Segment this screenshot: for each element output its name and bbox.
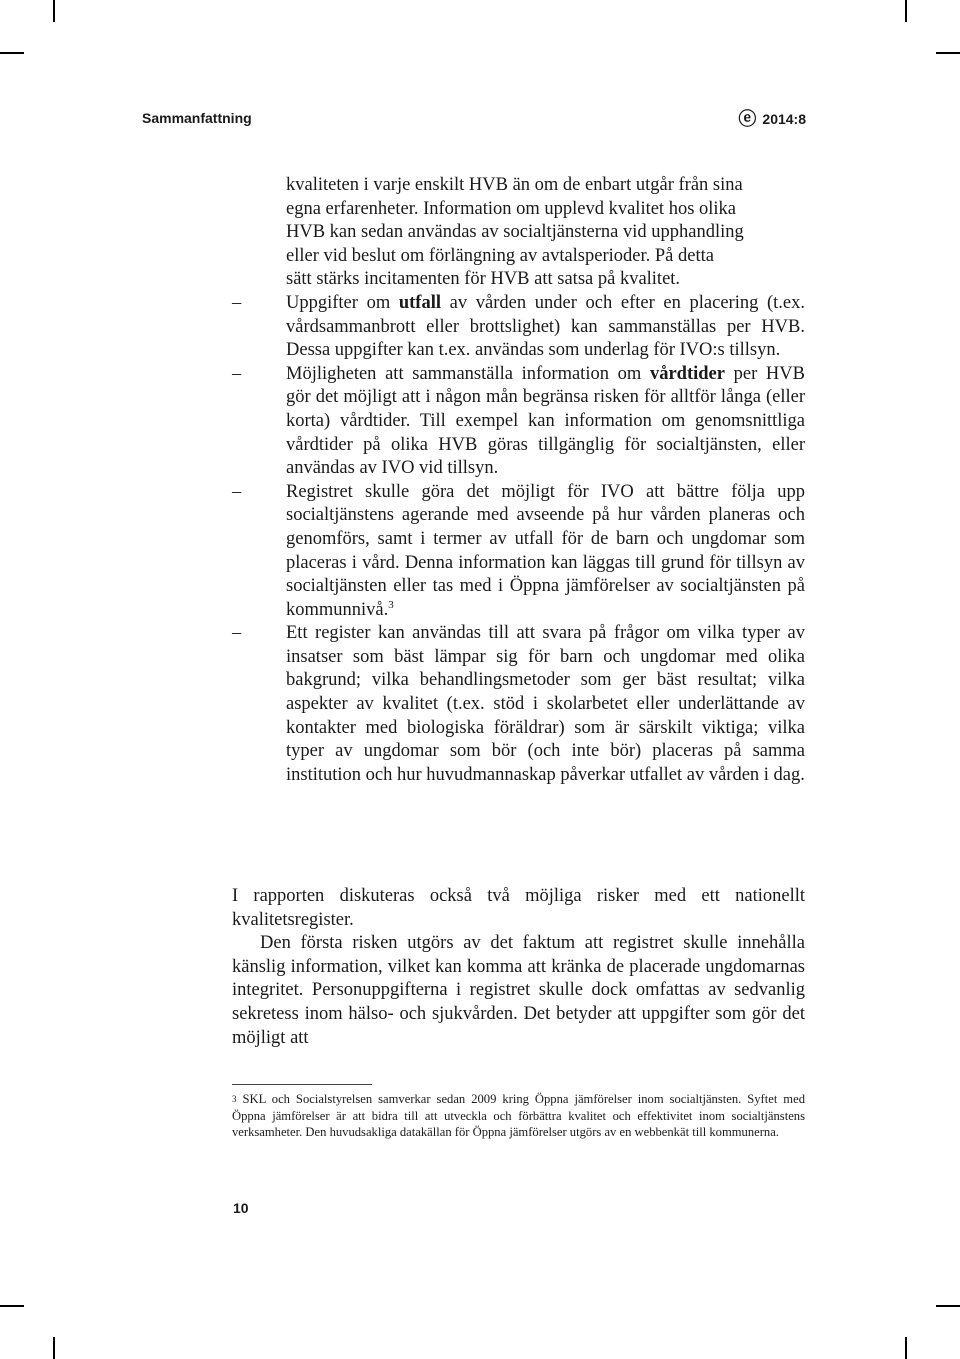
footnote-divider bbox=[232, 1084, 372, 1085]
continuation-line: HVB kan sedan användas av socialtjänsterna vid upphandling bbox=[286, 222, 744, 243]
crop-mark-top-right bbox=[905, 0, 907, 22]
footnote-mark: 3 bbox=[232, 1094, 237, 1104]
bullet-list bbox=[232, 174, 805, 787]
report-id bbox=[738, 110, 806, 128]
list-item-text: Uppgifter om bbox=[286, 292, 399, 313]
continuation-line: egna erfarenheter. Information om upplevd kvalitet hos olika bbox=[286, 198, 737, 219]
list-item-text: Ett register kan användas till att svara på frågor om vilka typer av insatser som bäst lämpar sig för barn och ungdomar med olika bakgrund; vilka behandlingsmetoder som ger bäst resultat; vilka aspekter av kvalitet (t.ex. stöd i skolarbetet eller underlättande av kontakter med biologiska föräldrar) som är särskilt viktiga; vilka typer av ungdomar som bör (och inte bör) placeras på samma institution och hur huvudmannaskap påverkar utfallet av vården i dag. bbox=[286, 623, 805, 785]
list-item-text: per HVB gör det möjligt att i någon mån begränsa risken för alltför långa (eller korta) vårdtider. Till exempel kan information om genomsnittliga vårdtider på olika HVB göras tillgänglig för socialtjänsten, eller användas av IVO vid tillsyn. bbox=[286, 363, 805, 479]
list-item-register bbox=[232, 622, 805, 787]
crop-mark-top-left bbox=[53, 0, 55, 22]
crop-mark-top-right-h bbox=[936, 52, 960, 54]
dash-marker: – bbox=[232, 481, 242, 502]
footnote bbox=[232, 1091, 805, 1141]
list-item-continuation bbox=[232, 174, 805, 292]
list-item-text: Registret skulle göra det möjligt för IVO att bättre följa upp socialtjänstens agerande med avseende på hur vården planeras och genomförs, samt i termer av utfall för de barn och ungdomar som placeras i vård. Denna information kan läggas till grund för tillsyn av socialtjänsten eller tas med i Öppna jämförelser av socialtjänsten på kommunnivå. bbox=[286, 481, 805, 620]
dash-marker: – bbox=[232, 623, 242, 644]
crop-mark-top-left-h bbox=[0, 52, 24, 54]
footnote-text: SKL och Socialstyrelsen samverkar sedan 2009 kring Öppna jämförelser inom socialtjänsten. Syftet med Öppna jämförelser är att bidra till att utveckla och förbättra kvalitet och effektivitet inom socialtjänstens verksamheter. Den huvudsakliga datakällan för Öppna jämförelser utgörs av en webbenkät till kommunerna. bbox=[232, 1092, 805, 1139]
paragraph: I rapporten diskuteras också två möjliga risker med ett nationellt kvalitetsregister. bbox=[232, 886, 805, 930]
list-item-bold: utfall bbox=[398, 292, 441, 313]
body-text bbox=[232, 885, 805, 1050]
running-header bbox=[142, 110, 806, 132]
list-item-vardtider bbox=[232, 363, 805, 481]
crop-mark-bottom-right-h bbox=[936, 1305, 960, 1307]
report-number: 2014:8 bbox=[762, 111, 806, 127]
dash-marker: – bbox=[232, 363, 242, 384]
dash-marker: – bbox=[232, 292, 242, 313]
crop-mark-bottom-left bbox=[53, 1337, 55, 1359]
list-item-utfall bbox=[232, 292, 805, 363]
crop-mark-bottom-right bbox=[905, 1337, 907, 1359]
publisher-e-logo-icon: ⓔ bbox=[738, 109, 757, 129]
page-number: 10 bbox=[233, 1200, 249, 1216]
list-item-text: Möjligheten att sammanställa information om bbox=[286, 363, 650, 384]
paragraph: Den första risken utgörs av det faktum att registret skulle innehålla känslig information, vilket kan komma att kränka de placerade ungdomarnas integritet. Personuppgifterna i registret skulle dock omfattas av sedvanlig sekretess inom hälso- och sjukvården. Det betyder att uppgifter som gör det möjligt att bbox=[232, 933, 805, 1048]
continuation-line: sätt stärks incitamenten för HVB att satsa på kvalitet. bbox=[286, 269, 681, 290]
list-item-text: av vården under och efter en placering (t.ex. vårdsammanbrott eller brottslighet) kan sammanställas per HVB. Dessa uppgifter kan t.ex. användas som underlag för IVO:s tillsyn. bbox=[286, 292, 805, 361]
list-item-bold: vårdtider bbox=[649, 363, 725, 384]
crop-mark-bottom-left-h bbox=[0, 1305, 24, 1307]
continuation-line: kvaliteten i varje enskilt HVB än om de enbart utgår från sina bbox=[286, 175, 743, 195]
footnote-reference[interactable]: 3 bbox=[388, 598, 394, 611]
list-item-ivo bbox=[232, 481, 805, 623]
continuation-line: eller vid beslut om förlängning av avtalsperioder. På detta bbox=[286, 245, 714, 266]
section-title: Sammanfattning bbox=[142, 110, 252, 126]
